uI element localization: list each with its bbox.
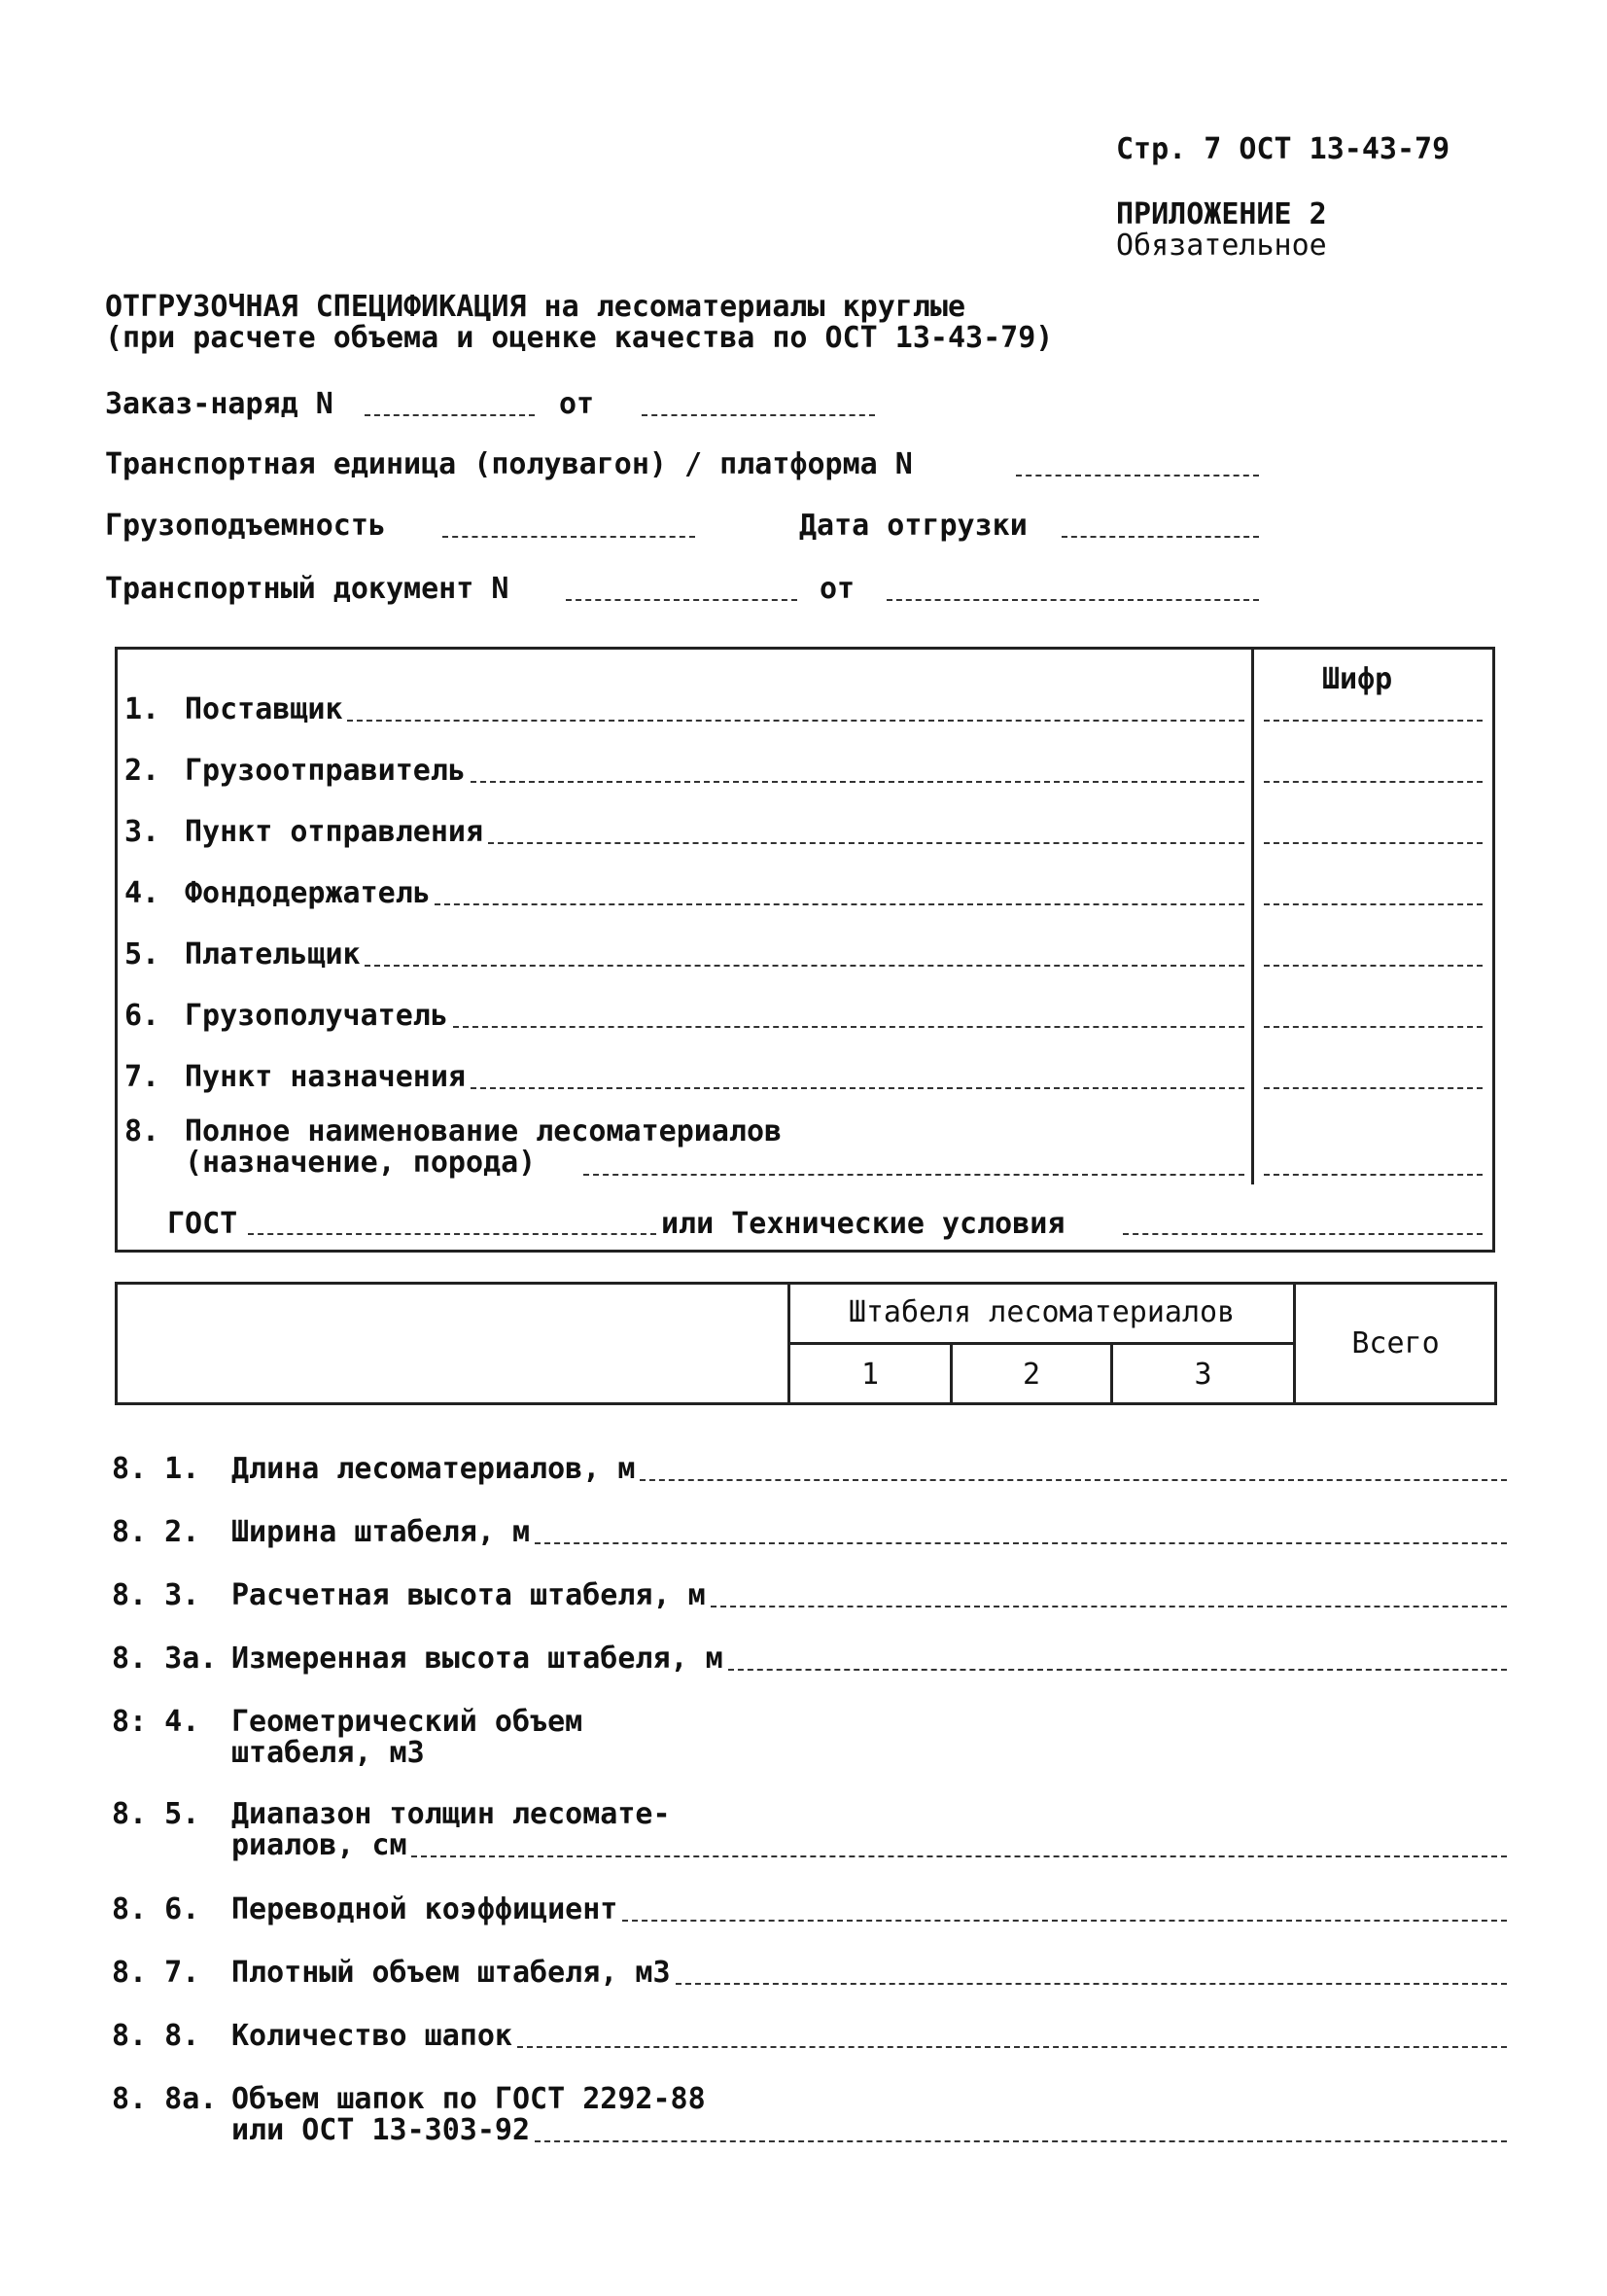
party-label: Пункт отправления [185, 815, 484, 849]
measurement-blank[interactable] [535, 1542, 1507, 1544]
measurement-label: Диапазон толщин лесомате- [231, 1797, 671, 1831]
transport-doc-date-label: от [820, 572, 856, 606]
ship-date-label: Дата отгрузки [799, 509, 1028, 543]
measurement-label: Объем шапок по ГОСТ 2292-88 [231, 2082, 706, 2116]
stacks-total: Всего [1351, 1326, 1440, 1360]
measurement-blank[interactable] [517, 2046, 1507, 2048]
party-code-blank[interactable] [1264, 965, 1483, 967]
tu-blank[interactable] [1123, 1233, 1483, 1235]
party-value-blank[interactable] [347, 720, 1244, 722]
measurement-blank[interactable] [411, 1855, 1507, 1857]
measurement-number: 8. 7. [112, 1956, 200, 1990]
measurement-number: 8. 5. [112, 1797, 200, 1831]
code-header: Шифр [1322, 662, 1393, 696]
item8-sublabel: (назначение, порода) [185, 1146, 537, 1180]
party-number: 5. [124, 937, 160, 971]
measurement-label: Плотный объем штабеля, м3 [231, 1956, 671, 1990]
measurement-label: Геометрический объем [231, 1705, 583, 1739]
measurement-blank[interactable] [728, 1669, 1507, 1671]
code-column-divider [1251, 647, 1254, 1184]
capacity-label: Грузоподъемность [105, 509, 386, 543]
measurement-label-line2: или ОСТ 13-303-92 [231, 2113, 531, 2147]
party-code-blank[interactable] [1264, 1026, 1483, 1028]
order-number-blank[interactable] [365, 414, 535, 416]
document-title: ОТГРУЗОЧНАЯ СПЕЦИФИКАЦИЯ на лесоматериалы круглые [105, 290, 966, 324]
item8-number: 8. [124, 1114, 160, 1148]
measurement-label: Длина лесоматериалов, м [231, 1452, 636, 1486]
measurement-label-line2: штабеля, м3 [231, 1736, 425, 1770]
measurement-label-line2: риалов, см [231, 1828, 407, 1862]
appendix-number: ПРИЛОЖЕНИЕ 2 [1116, 197, 1327, 231]
party-number: 4. [124, 876, 160, 910]
page-reference: Стр. 7 ОСТ 13-43-79 [1116, 132, 1450, 166]
party-label: Грузоотправитель [185, 754, 466, 788]
party-value-blank[interactable] [488, 842, 1244, 844]
measurement-number: 8. 3. [112, 1578, 200, 1612]
party-value-blank[interactable] [471, 781, 1244, 783]
party-value-blank[interactable] [435, 903, 1244, 905]
stacks-header: Штабеля лесоматериалов [848, 1295, 1236, 1329]
measurement-blank[interactable] [711, 1606, 1507, 1607]
gost-label: ГОСТ [167, 1207, 238, 1241]
order-date-label: от [559, 387, 595, 421]
measurement-number: 8. 8а. [112, 2082, 218, 2116]
stack-col-2: 2 [1022, 1358, 1041, 1392]
measurement-number: 8. 8. [112, 2019, 200, 2053]
party-value-blank[interactable] [471, 1087, 1244, 1089]
stack-col-3: 3 [1194, 1358, 1212, 1392]
measurement-blank[interactable] [676, 1983, 1508, 1985]
measurement-blank[interactable] [535, 2140, 1507, 2142]
measurement-label: Расчетная высота штабеля, м [231, 1578, 706, 1612]
party-code-blank[interactable] [1264, 903, 1483, 905]
party-value-blank[interactable] [453, 1026, 1245, 1028]
party-value-blank[interactable] [365, 965, 1244, 967]
party-label: Пункт назначения [185, 1060, 466, 1094]
party-number: 6. [124, 999, 160, 1033]
party-number: 2. [124, 754, 160, 788]
measurement-number: 8. 2. [112, 1515, 200, 1549]
transport-unit-blank[interactable] [1016, 475, 1259, 477]
party-code-blank[interactable] [1264, 720, 1483, 722]
measurement-number: 8. 6. [112, 1892, 200, 1926]
party-number: 3. [124, 815, 160, 849]
item8-label: Полное наименование лесоматериалов [185, 1114, 783, 1148]
ship-date-blank[interactable] [1062, 536, 1259, 538]
gost-blank[interactable] [248, 1233, 656, 1235]
item8-code-blank[interactable] [1264, 1174, 1483, 1176]
measurement-number: 8. 3а. [112, 1642, 218, 1676]
measurement-blank[interactable] [640, 1479, 1507, 1481]
party-code-blank[interactable] [1264, 842, 1483, 844]
transport-doc-number-blank[interactable] [566, 599, 797, 601]
order-date-blank[interactable] [642, 414, 875, 416]
party-label: Фондодержатель [185, 876, 431, 910]
measurement-label: Переводной коэффициент [231, 1892, 618, 1926]
stack-col-1: 1 [860, 1358, 880, 1392]
document-subtitle: (при расчете объема и оценке качества по ОСТ 13-43-79) [105, 321, 1054, 355]
transport-doc-label: Транспортный документ N [105, 572, 509, 606]
party-number: 7. [124, 1060, 160, 1094]
tu-label: или Технические условия [661, 1207, 1066, 1241]
party-label: Плательщик [185, 937, 361, 971]
order-label: Заказ-наряд N [105, 387, 333, 421]
party-label: Грузополучатель [185, 999, 448, 1033]
measurement-label: Ширина штабеля, м [231, 1515, 531, 1549]
measurement-label: Измеренная высота штабеля, м [231, 1642, 723, 1676]
capacity-blank[interactable] [442, 536, 695, 538]
party-number: 1. [124, 692, 160, 726]
stacks-header-divider [787, 1342, 1295, 1345]
measurement-number: 8: 4. [112, 1705, 200, 1739]
transport-doc-date-blank[interactable] [887, 599, 1259, 601]
party-code-blank[interactable] [1264, 781, 1483, 783]
measurement-label: Количество шапок [231, 2019, 512, 2053]
measurement-blank[interactable] [622, 1920, 1507, 1922]
item8-blank[interactable] [583, 1174, 1244, 1176]
appendix-type: Обязательное [1116, 229, 1327, 263]
party-label: Поставщик [185, 692, 343, 726]
transport-unit-label: Транспортная единица (полувагон) / платформа N [105, 447, 913, 481]
party-code-blank[interactable] [1264, 1087, 1483, 1089]
measurement-number: 8. 1. [112, 1452, 200, 1486]
